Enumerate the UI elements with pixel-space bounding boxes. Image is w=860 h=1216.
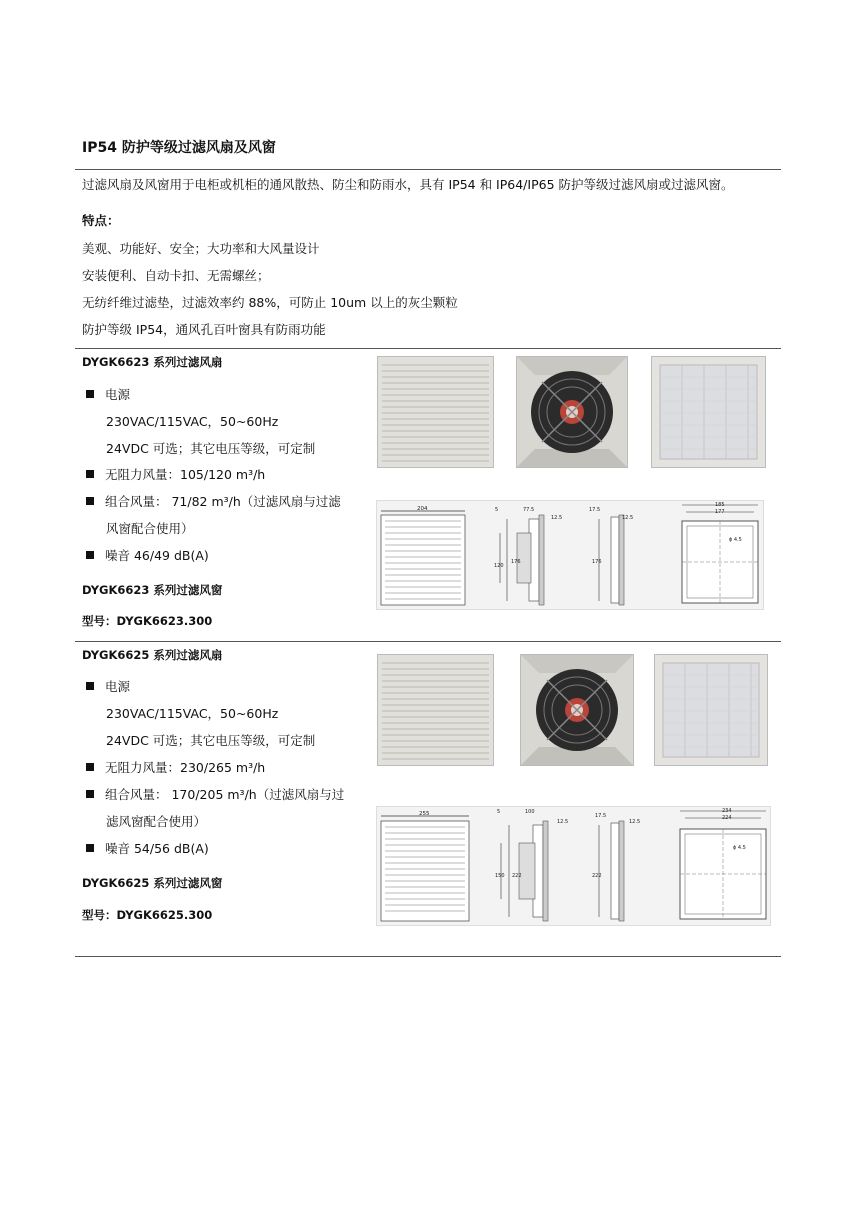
dim-label: 222 — [592, 873, 602, 879]
product-series-fan: DYGK6623 系列过滤风扇 — [82, 355, 223, 369]
bullet-icon — [86, 390, 94, 398]
dim-label: 150 — [495, 873, 505, 879]
divider — [75, 956, 781, 957]
bullet-icon — [86, 790, 94, 798]
divider — [75, 641, 781, 642]
spec-airflow-combined: 组合风量： 170/205 m³/h（过滤风扇与过 — [86, 787, 344, 803]
bullet-icon — [86, 497, 94, 505]
filter-fan-back-photo — [520, 654, 634, 766]
dim-label: 12.5 — [622, 515, 634, 521]
filter-window-back-photo — [654, 654, 768, 766]
product-series-window: DYGK6625 系列过滤风窗 — [82, 876, 223, 890]
spec-airflow-combined: 组合风量： 71/82 m³/h（过滤风扇与过滤 — [86, 494, 341, 510]
spec-noise: 噪音 46/49 dB(A) — [86, 548, 209, 564]
dim-label: 224 — [722, 815, 732, 821]
dim-label: 12.5 — [551, 515, 563, 521]
dim-label: 204 — [417, 506, 428, 512]
spec-airflow-combined-cont: 风窗配合使用） — [106, 521, 194, 536]
dimension-drawing — [376, 806, 771, 926]
product-series-fan: DYGK6625 系列过滤风扇 — [82, 648, 223, 662]
spec-power-line: 24VDC 可选；其它电压等级，可定制 — [106, 733, 316, 748]
spec-power-line: 230VAC/115VAC，50~60Hz — [106, 414, 279, 429]
dim-label: 234 — [722, 808, 732, 814]
dim-label: 17.5 — [595, 813, 607, 819]
dim-label: 12.5 — [557, 819, 569, 825]
dim-label: 12.5 — [629, 819, 641, 825]
bullet-icon — [86, 470, 94, 478]
dimension-drawing — [376, 500, 764, 610]
dim-label: 176 — [511, 559, 521, 565]
dim-label: 222 — [512, 873, 522, 879]
spec-power: 电源 — [86, 387, 130, 403]
dim-label: 5 — [495, 507, 499, 513]
bullet-icon — [86, 682, 94, 690]
dim-label: 120 — [494, 563, 504, 569]
dim-label: 77.5 — [523, 507, 535, 513]
feature-item: 安装便利、自动卡扣、无需螺丝； — [82, 268, 270, 283]
features-heading: 特点： — [82, 213, 120, 228]
page-title: IP54 防护等级过滤风扇及风窗 — [82, 140, 276, 156]
spec-power: 电源 — [86, 679, 130, 695]
intro-text: 过滤风扇及风窗用于电柜或机柜的通风散热、防尘和防雨水，具有 IP54 和 IP64/IP65 防护等级过滤风扇或过滤风窗。 — [82, 177, 734, 192]
feature-item: 防护等级 IP54，通风孔百叶窗具有防雨功能 — [82, 322, 326, 337]
bullet-icon — [86, 763, 94, 771]
dim-label: 5 — [497, 809, 501, 815]
spec-noise: 噪音 54/56 dB(A) — [86, 841, 209, 857]
filter-fan-back-photo — [516, 356, 628, 468]
dim-label: 17.5 — [589, 507, 601, 513]
filter-window-front-photo — [377, 356, 494, 468]
feature-item: 无纺纤维过滤垫，过滤效率约 88%，可防止 10um 以上的灰尘颗粒 — [82, 295, 458, 310]
dim-label: ϕ 4.5 — [729, 537, 742, 543]
product-model: 型号：DYGK6623.300 — [82, 614, 213, 628]
dim-label: 255 — [419, 811, 430, 817]
spec-airflow-combined-cont: 滤风窗配合使用） — [106, 814, 207, 829]
filter-window-front-photo — [377, 654, 494, 766]
filter-window-back-photo — [651, 356, 766, 468]
dim-label: 176 — [592, 559, 602, 565]
divider — [75, 348, 781, 349]
dim-label: 100 — [525, 809, 535, 815]
dim-label: ϕ 4.5 — [733, 845, 746, 851]
dim-label: 185 — [715, 502, 725, 508]
spec-airflow-free: 无阻力风量：105/120 m³/h — [86, 467, 265, 483]
product-series-window: DYGK6623 系列过滤风窗 — [82, 583, 223, 597]
spec-airflow-free: 无阻力风量：230/265 m³/h — [86, 760, 265, 776]
divider — [75, 169, 781, 170]
bullet-icon — [86, 551, 94, 559]
spec-power-line: 230VAC/115VAC，50~60Hz — [106, 706, 279, 721]
feature-item: 美观、功能好、安全；大功率和大风量设计 — [82, 241, 320, 256]
dim-label: 177 — [715, 509, 725, 515]
bullet-icon — [86, 844, 94, 852]
product-model: 型号：DYGK6625.300 — [82, 908, 213, 922]
spec-power-line: 24VDC 可选；其它电压等级，可定制 — [106, 441, 316, 456]
